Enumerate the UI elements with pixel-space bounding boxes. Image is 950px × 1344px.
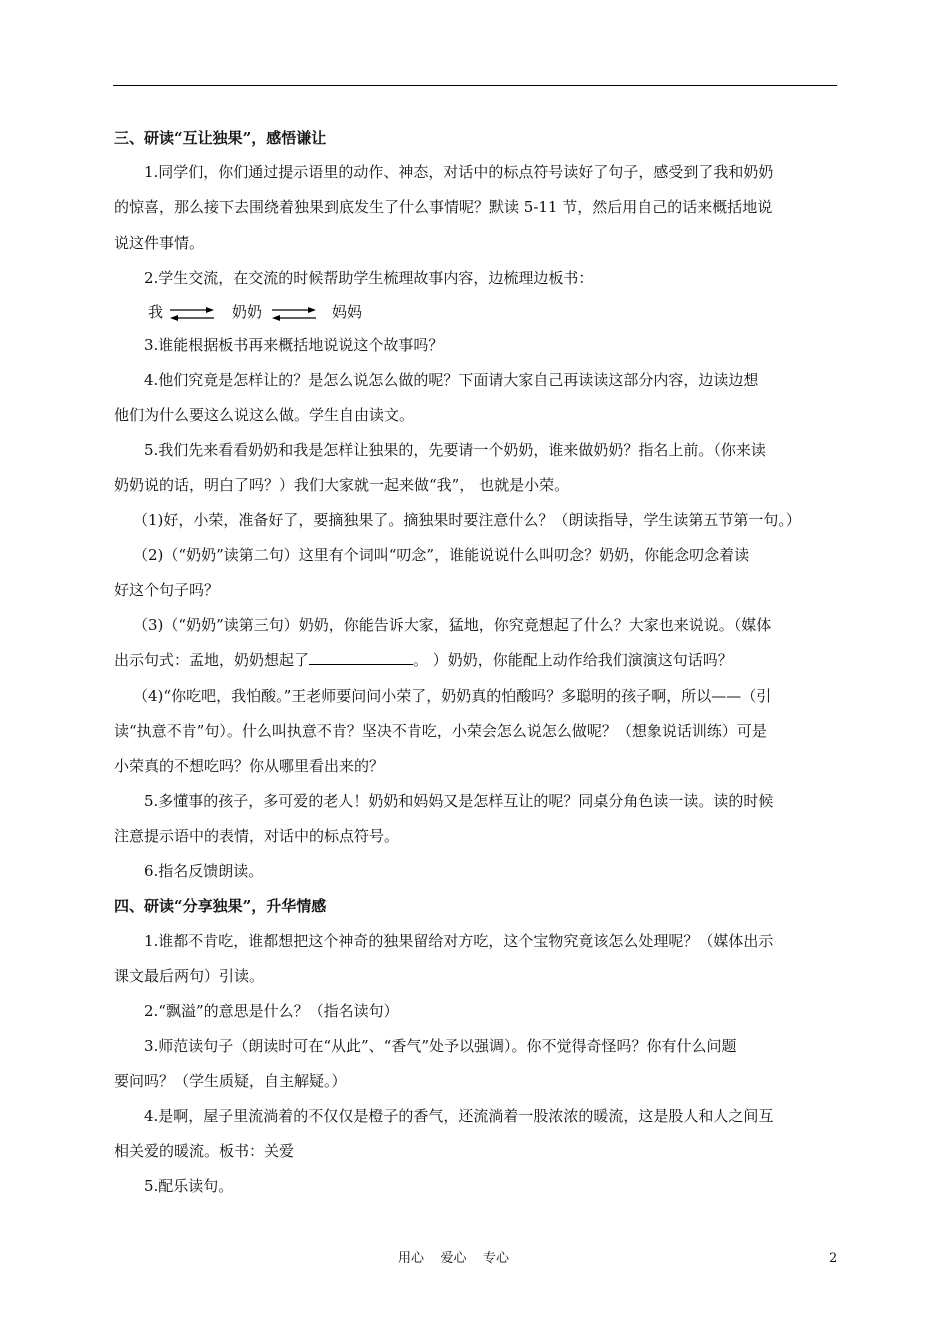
s4-p5: 5.配乐读句。	[144, 1177, 234, 1195]
section3-heading: 三、研读“互让独果”，感悟谦让	[114, 129, 327, 147]
s3-sub4-line1: （4)“你吃吧，我怕酸。”王老师要问问小荣了，奶奶真的怕酸吗？多聪明的孩子啊，所以——（引	[133, 687, 772, 705]
s4-p1-line2: 课文最后两句）引读。	[114, 967, 265, 985]
double-arrow-icon	[270, 305, 318, 323]
diagram-grandma: 奶奶	[232, 303, 263, 321]
s3-sub2-line1: （2)（“奶奶”读第二句）这里有个词叫“叨念”，谁能说说什么叫叨念？奶奶，你能念叨念着读	[133, 546, 750, 564]
s3-p2: 2.学生交流，在交流的时候帮助学生梳理故事内容，边梳理边板书：	[144, 269, 594, 287]
diagram-mother: 妈妈	[332, 303, 363, 321]
s3-p4-line2: 他们为什么要这么说这么做。学生自由读文。	[114, 406, 415, 424]
diagram-me: 我	[148, 303, 164, 321]
double-arrow-icon	[168, 305, 216, 323]
s4-p1-line1: 1.谁都不肯吃，谁都想把这个神奇的独果留给对方吃，这个宝物究竟该怎么处理呢？（媒体出示	[144, 932, 774, 950]
s3-sub3-after: 。 ）奶奶，你能配上动作给我们演演这句话吗？	[413, 651, 733, 669]
s3-sub3-line1: （3)（“奶奶”读第三句）奶奶，你能告诉大家，猛地，你究竟想起了什么？大家也来说说。（媒体	[133, 616, 772, 634]
s4-p3-line2: 要问吗？（学生质疑，自主解疑。）	[114, 1072, 347, 1090]
s4-p3-line1: 3.师范读句子（朗读时可在“从此”、“香气”处予以强调）。你不觉得奇怪吗？你有什么问题	[144, 1037, 737, 1055]
s3-sub3-before: 出示句式：孟地，奶奶想起了	[114, 651, 310, 669]
s3-p5b-line2: 注意提示语中的表情，对话中的标点符号。	[114, 827, 400, 845]
s3-p1-line3: 说这件事情。	[114, 234, 205, 252]
board-diagram	[146, 300, 406, 324]
header-rule	[113, 85, 837, 86]
s3-sub4-line2: 读“执意不肯”句）。什么叫执意不肯？坚决不肯吃，小荣会怎么说怎么做呢？（想象说话训练）可是	[114, 722, 767, 740]
s3-p5b-line1: 5.多懂事的孩子，多可爱的老人！奶奶和妈妈又是怎样互让的呢？同桌分角色读一读。读的时候	[144, 792, 774, 810]
s3-p5-line1: 5.我们先来看看奶奶和我是怎样让独果的，先要请一个奶奶，谁来做奶奶？指名上前。（你来读	[144, 441, 766, 459]
s3-sub4-line3: 小荣真的不想吃吗？你从哪里看出来的？	[114, 757, 385, 775]
s3-sub2-line2: 好这个句子吗？	[114, 581, 220, 599]
section4-heading: 四、研读“分享独果”，升华情感	[114, 897, 327, 915]
fill-in-blank	[309, 650, 413, 665]
s4-p4-line1: 4.是啊，屋子里流淌着的不仅仅是橙子的香气，还流淌着一股浓浓的暖流，这是股人和人之间互	[144, 1107, 774, 1125]
s3-p5-line2: 奶奶说的话，明白了吗？）我们大家就一起来做“我”， 也就是小荣。	[114, 476, 570, 494]
s3-p6: 6.指名反馈朗读。	[144, 862, 264, 880]
s3-p4-line1: 4.他们究竟是怎样让的？是怎么说怎么做的呢？下面请大家自己再读读这部分内容，边读边想	[144, 371, 759, 389]
s3-p1-line1: 1.同学们，你们通过提示语里的动作、神态，对话中的标点符号读好了句子，感受到了我和奶奶	[144, 163, 774, 181]
s4-p2: 2.“飘溢”的意思是什么？（指名读句）	[144, 1002, 399, 1020]
s3-sub1: （1)好，小荣，准备好了，要摘独果了。摘独果时要注意什么？（朗读指导，学生读第五节第一句。）	[133, 511, 801, 529]
s4-p4-line2: 相关爱的暖流。板书：关爱	[114, 1142, 295, 1160]
s3-sub3-line2	[114, 650, 838, 670]
s3-p3: 3.谁能根据板书再来概括地说说这个故事吗？	[144, 336, 444, 354]
footer-motto: 用心 爱心 专心	[398, 1251, 510, 1266]
page-number: 2	[829, 1251, 838, 1266]
s3-p1-line2: 的惊喜，那么接下去围绕着独果到底发生了什么事情呢？默读 5-11 节，然后用自己的话来概括地说	[114, 198, 773, 216]
